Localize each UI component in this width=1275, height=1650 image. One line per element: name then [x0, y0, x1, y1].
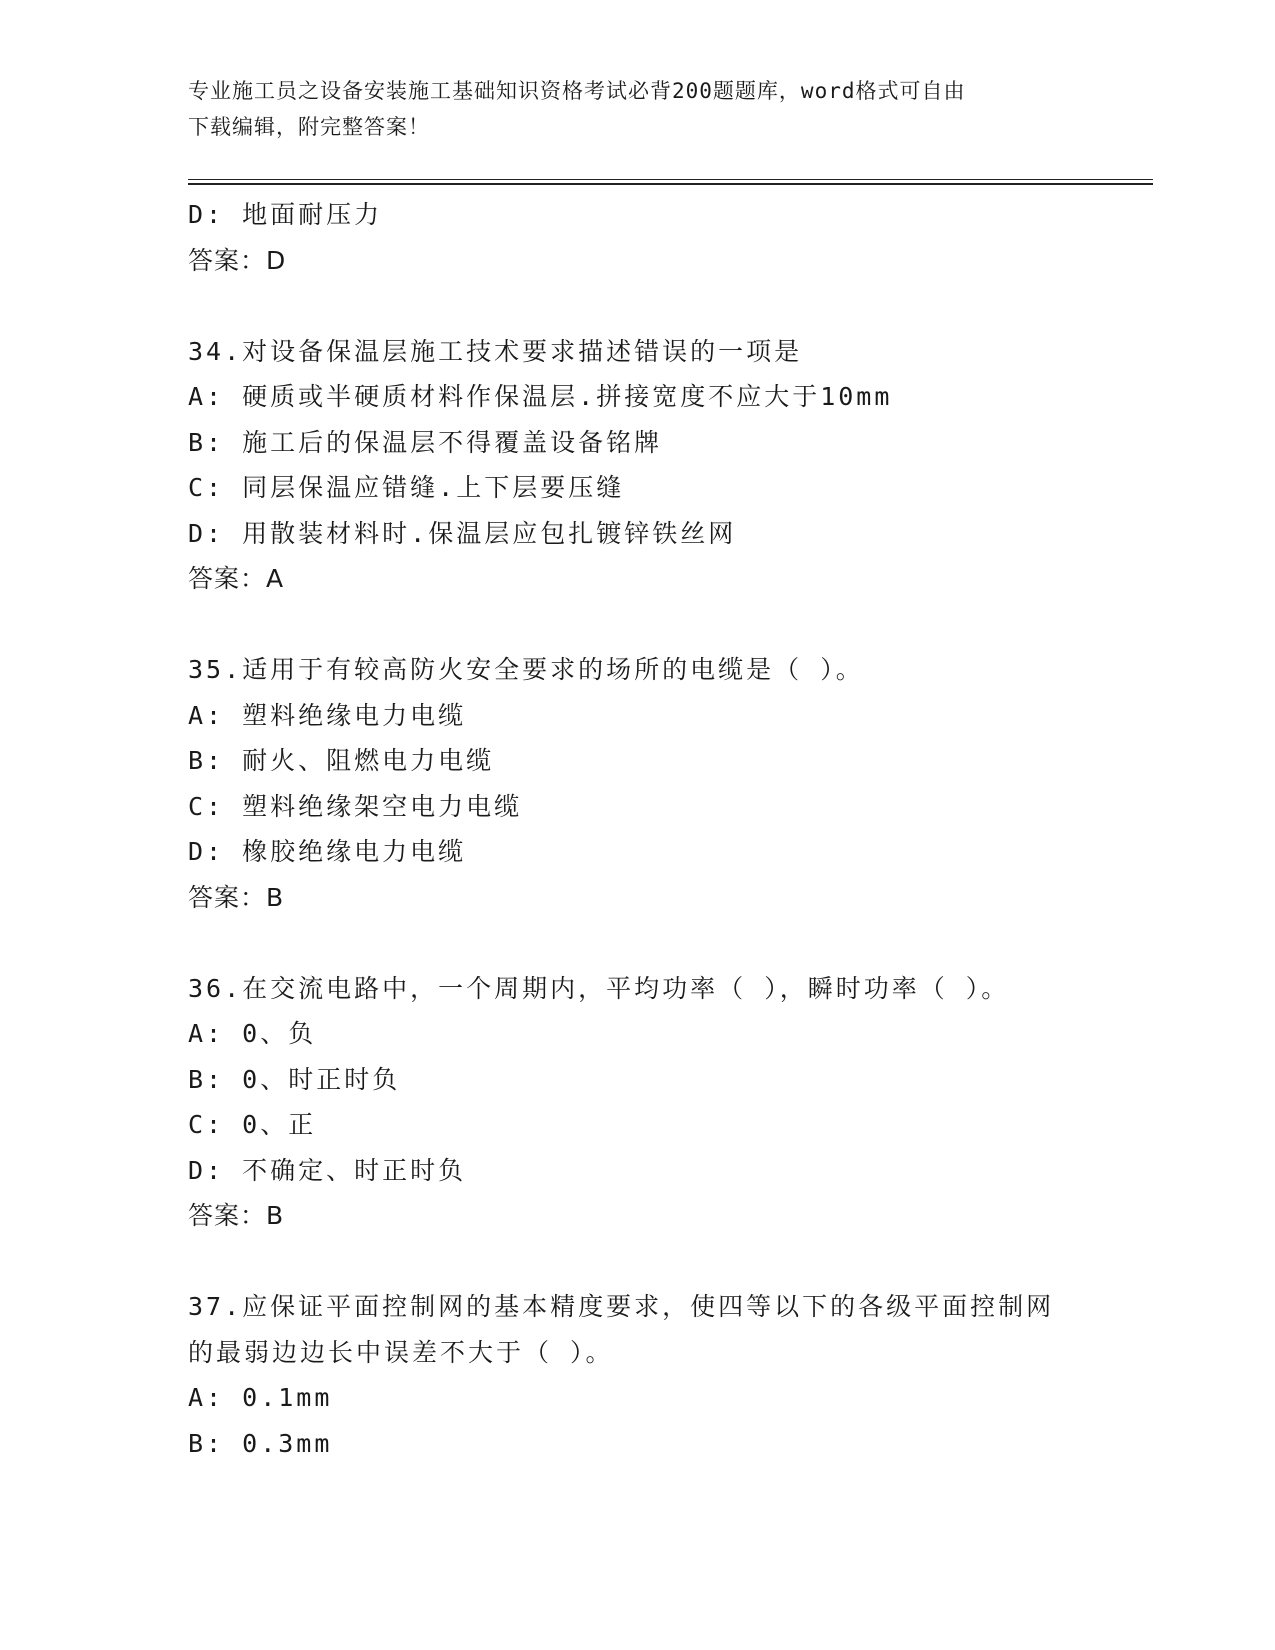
option-a: A: 0、负	[188, 1019, 317, 1048]
option-a: A: 0.1mm	[188, 1383, 333, 1412]
option-b: B: 0.3mm	[188, 1428, 333, 1458]
option-b: B: 0、时正时负	[188, 1064, 401, 1094]
option-c: C: 0、正	[188, 1110, 317, 1139]
question-title: 34.对设备保温层施工技术要求描述错误的一项是	[188, 336, 803, 366]
page-header	[188, 73, 1088, 145]
question-34	[188, 329, 1148, 602]
option-c: C: 同层保温应错缝.上下层要压缝	[188, 473, 625, 502]
option-a: A: 硬质或半硬质材料作保温层.拼接宽度不应大于10mm	[188, 382, 893, 411]
option-d: D: 地面耐压力	[188, 200, 383, 229]
question-title-line-2: 的最弱边边长中误差不大于（ ）。	[188, 1337, 614, 1367]
question-content	[188, 192, 1148, 1466]
option-d: D: 橡胶绝缘电力电缆	[188, 837, 467, 866]
answer: 答案：A	[188, 564, 285, 593]
answer: 答案：B	[188, 882, 285, 912]
question-title: 36.在交流电路中，一个周期内，平均功率（ ），瞬时功率（ ）。	[188, 973, 1010, 1003]
question-35	[188, 647, 1148, 920]
option-c: C: 塑料绝缘架空电力电缆	[188, 791, 523, 821]
question-33-fragment	[188, 192, 1148, 283]
header-line-2: 下载编辑，附完整答案！	[188, 115, 430, 139]
question-37	[188, 1284, 1148, 1466]
option-a: A: 塑料绝缘电力电缆	[188, 700, 467, 730]
option-d: D: 不确定、时正时负	[188, 1155, 467, 1185]
option-d: D: 用散装材料时.保温层应包扎镀锌铁丝网	[188, 518, 737, 548]
question-title: 35.适用于有较高防火安全要求的场所的电缆是（ ）。	[188, 655, 864, 684]
header-line-1: 专业施工员之设备安装施工基础知识资格考试必背200题题库，word格式可自由	[188, 79, 966, 103]
header-rule	[188, 179, 1153, 185]
question-36	[188, 966, 1148, 1239]
answer: 答案：D	[188, 245, 287, 275]
question-title-line-1: 37.应保证平面控制网的基本精度要求，使四等以下的各级平面控制网	[188, 1292, 1055, 1321]
option-b: B: 施工后的保温层不得覆盖设备铭牌	[188, 427, 663, 457]
option-b: B: 耐火、阻燃电力电缆	[188, 746, 495, 775]
answer: 答案：B	[188, 1201, 285, 1230]
